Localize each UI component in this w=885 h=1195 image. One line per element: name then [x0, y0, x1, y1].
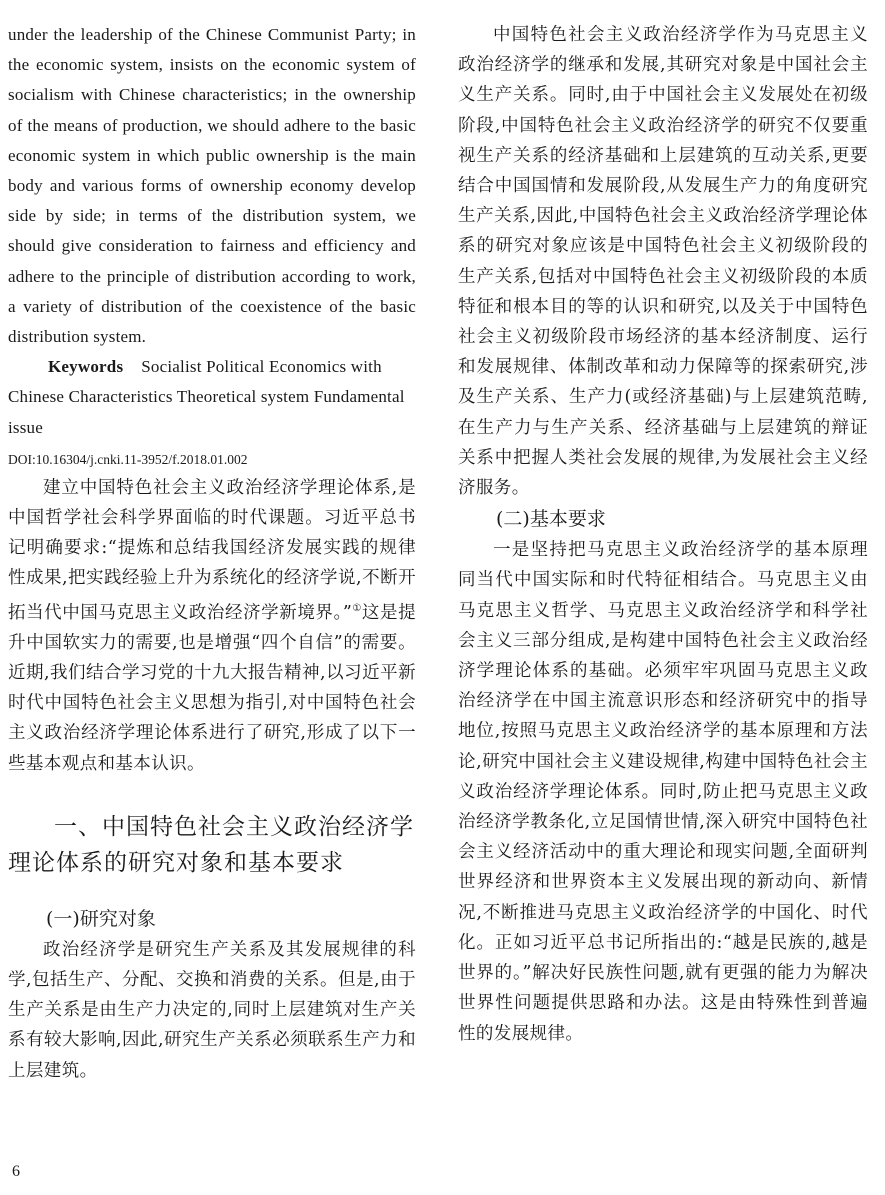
section-heading: 一、中国特色社会主义政治经济学理论体系的研究对象和基本要求: [8, 813, 414, 876]
intro-paragraph-b: 这是提升中国软实力的需要,也是增强“四个自信”的需要。近期,我们结合学习党的十九大报告精神,以习近平新时代中国特色社会主义思想为指引,对中国特色社会主义政治经济学理论体系进行了研究,形成了以下一些基本观点和基本认识。: [8, 602, 416, 774]
page-number: 6: [12, 1163, 20, 1180]
subheading-research-object: (一)研究对象: [46, 907, 156, 930]
right-column: [458, 20, 868, 1049]
keywords-label: Keywords: [48, 357, 124, 377]
intro-paragraph-a: 建立中国特色社会主义政治经济学理论体系,是中国哲学社会科学界面临的时代课题。习近平总书记明确要求:“提炼和总结我国经济发展实践的规律性成果,把实践经验上升为系统化的经济学说,不断开拓当代中国马克思主义政治经济学新境界。”: [8, 477, 416, 623]
paragraph-1: 政治经济学是研究生产关系及其发展规律的科学,包括生产、分配、交换和消费的关系。但是,由于生产关系是由生产力决定的,同时上层建筑对生产关系有较大影响,因此,研究生产关系必须联系生产力和上层建筑。: [8, 939, 416, 1081]
subheading-basic-requirements: (二)基本要求: [496, 508, 606, 531]
keywords-line: [8, 352, 416, 443]
keywords-text: Socialist Political Economics with Chinese Characteristics Theoretical system Fundamental issue: [8, 357, 405, 437]
paragraph-3: 一是坚持把马克思主义政治经济学的基本原理同当代中国实际和时代特征相结合。马克思主义由马克思主义哲学、马克思主义政治经济学和科学社会主义三部分组成,是构建中国特色社会主义政治经济学理论体系的基础。必须牢牢巩固马克思主义政治经济学在中国主流意识形态和经济研究中的指导地位,按照马克思主义政治经济学的基本原理和方法论,研究中国社会主义建设规律,构建中国特色社会主义政治经济学理论体系。同时,防止把马克思主义政治经济学教条化,立足国情世情,深入研究中国特色社会主义经济活动中的重大理论和现实问题,全面研判世界经济和世界资本主义发展出现的新动向、新情况,不断推进马克思主义政治经济学的中国化、时代化。正如习近平总书记所指出的:“越是民族的,越是世界的。”解决好民族性问题,就有更强的能力为解决世界性问题提供思路和办法。这是由特殊性到普遍性的发展规律。: [458, 540, 868, 1044]
paragraph-2: 中国特色社会主义政治经济学作为马克思主义政治经济学的继承和发展,其研究对象是中国社会主义生产关系。同时,由于中国社会主义发展处在初级阶段,中国特色社会主义政治经济学的研究不仅要重视生产关系的经济基础和上层建筑的互动关系,更要结合中国国情和发展阶段,从发展生产力的角度研究生产关系,因此,中国特色社会主义政治经济学理论体系的研究对象应该是中国特色社会主义初级阶段的生产关系,包括对中国特色社会主义初级阶段的本质特征和根本目的等的认识和研究,以及关于中国特色社会主义初级阶段市场经济的基本经济制度、运行和发展规律、体制改革和动力保障等的探索研究,涉及生产关系、生产力(或经济基础)与上层建筑范畴,在生产力与生产关系、经济基础与上层建筑的辩证关系中把握人类社会发展的规律,为发展社会主义经济服务。: [458, 25, 868, 499]
english-abstract: under the leadership of the Chinese Communist Party; in the economic system, insists on the economic system of socialism with Chinese characteristics; in the ownership of the means of production, we should adhere to the basic economic system in which public ownership is the main body and various forms of ownership economy develop side by side; in terms of the distribution system, we should give consideration to fairness and efficiency and adhere to the principle of distribution according to work, a variety of distribution of the coexistence of the basic distribution system.: [8, 25, 416, 347]
intro-paragraph: [8, 473, 416, 779]
doi: DOI:10.16304/j.cnki.11-3952/f.2018.01.002: [8, 451, 248, 467]
footnote-mark: ①: [352, 602, 362, 614]
left-column: [8, 20, 416, 1086]
